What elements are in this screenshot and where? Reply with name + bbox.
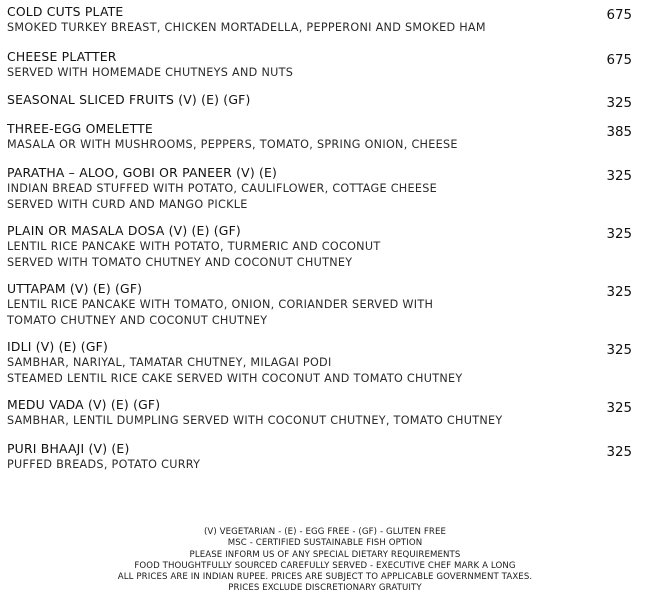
item-name: UTTAPAM (V) (E) (GF) (7, 281, 143, 296)
menu-item (7, 397, 503, 429)
item-description: TOMATO CHUTNEY AND COCONUT CHUTNEY (7, 313, 268, 327)
item-name: PURI BHAAJI (V) (E) (7, 441, 130, 456)
item-description: MASALA OR WITH MUSHROOMS, PEPPERS, TOMATO, SPRING ONION, CHEESE (7, 138, 458, 151)
item-price: 325 (606, 285, 632, 300)
item-price: 325 (606, 343, 632, 358)
item-price: 675 (606, 8, 632, 23)
item-description: SERVED WITH CURD AND MANGO PICKLE (7, 197, 248, 211)
item-price: 325 (606, 169, 632, 184)
menu-item (7, 441, 200, 473)
item-description: SERVED WITH HOMEMADE CHUTNEYS AND NUTS (7, 66, 294, 79)
item-price: 325 (606, 401, 632, 416)
item-description: PUFFED BREADS, POTATO CURRY (7, 458, 201, 471)
item-name: THREE-EGG OMELETTE (7, 121, 153, 136)
menu-item (7, 49, 293, 81)
item-name: IDLI (V) (E) (GF) (7, 339, 109, 354)
dietary-requirements-note: PLEASE INFORM US OF ANY SPECIAL DIETARY REQUIREMENTS (189, 549, 461, 560)
item-price: 325 (606, 445, 632, 460)
price-currency-note: ALL PRICES ARE IN INDIAN RUPEE. PRICES ARE SUBJECT TO APPLICABLE GOVERNMENT TAXES. (117, 572, 533, 583)
item-price: 325 (606, 227, 632, 242)
item-name: MEDU VADA (V) (E) (GF) (7, 397, 161, 412)
item-description: SERVED WITH TOMATO CHUTNEY AND COCONUT CHUTNEY (7, 255, 353, 269)
menu-item (7, 121, 458, 153)
item-description: INDIAN BREAD STUFFED WITH POTATO, CAULIFLOWER, COTTAGE CHEESE (7, 182, 438, 195)
item-description: STEAMED LENTIL RICE CAKE SERVED WITH COCONUT AND TOMATO CHUTNEY (7, 371, 463, 385)
item-description: LENTIL RICE PANCAKE WITH POTATO, TURMERIC AND COCONUT (7, 240, 381, 253)
item-name: PARATHA – ALOO, GOBI OR PANEER (V) (E) (7, 165, 278, 180)
item-description: LENTIL RICE PANCAKE WITH TOMATO, ONION, CORIANDER SERVED WITH (7, 298, 434, 311)
menu-item (7, 4, 486, 36)
item-name: CHEESE PLATTER (7, 49, 117, 64)
menu-item (7, 223, 380, 270)
menu-item (7, 165, 437, 212)
menu-item (7, 281, 433, 328)
item-description: SAMBHAR, NARIYAL, TAMATAR CHUTNEY, MILAGAI PODI (7, 356, 332, 369)
item-price: 675 (606, 53, 632, 68)
dietary-legend: (V) VEGETARIAN - (E) - EGG FREE - (GF) - GLUTEN FREE (203, 527, 447, 537)
item-name: SEASONAL SLICED FRUITS (V) (E) (GF) (7, 92, 251, 107)
item-price: 325 (606, 96, 632, 111)
gratuity-note: PRICES EXCLUDE DISCRETIONARY GRATUITY (228, 583, 422, 594)
menu-item (7, 92, 251, 108)
item-description: SAMBHAR, LENTIL DUMPLING SERVED WITH COCONUT CHUTNEY, TOMATO CHUTNEY (7, 414, 503, 427)
menu-item (7, 339, 463, 386)
item-description: SMOKED TURKEY BREAST, CHICKEN MORTADELLA, PEPPERONI AND SMOKED HAM (7, 21, 486, 34)
chef-credit: FOOD THOUGHTFULLY SOURCED CAREFULLY SERVED - EXECUTIVE CHEF MARK A LONG (134, 560, 516, 571)
menu-footer-notes (0, 527, 650, 595)
msc-note: MSC - CERTIFIED SUSTAINABLE FISH OPTION (227, 538, 423, 549)
item-name: PLAIN OR MASALA DOSA (V) (E) (GF) (7, 223, 241, 238)
item-price: 385 (606, 125, 632, 140)
item-name: COLD CUTS PLATE (7, 4, 124, 19)
